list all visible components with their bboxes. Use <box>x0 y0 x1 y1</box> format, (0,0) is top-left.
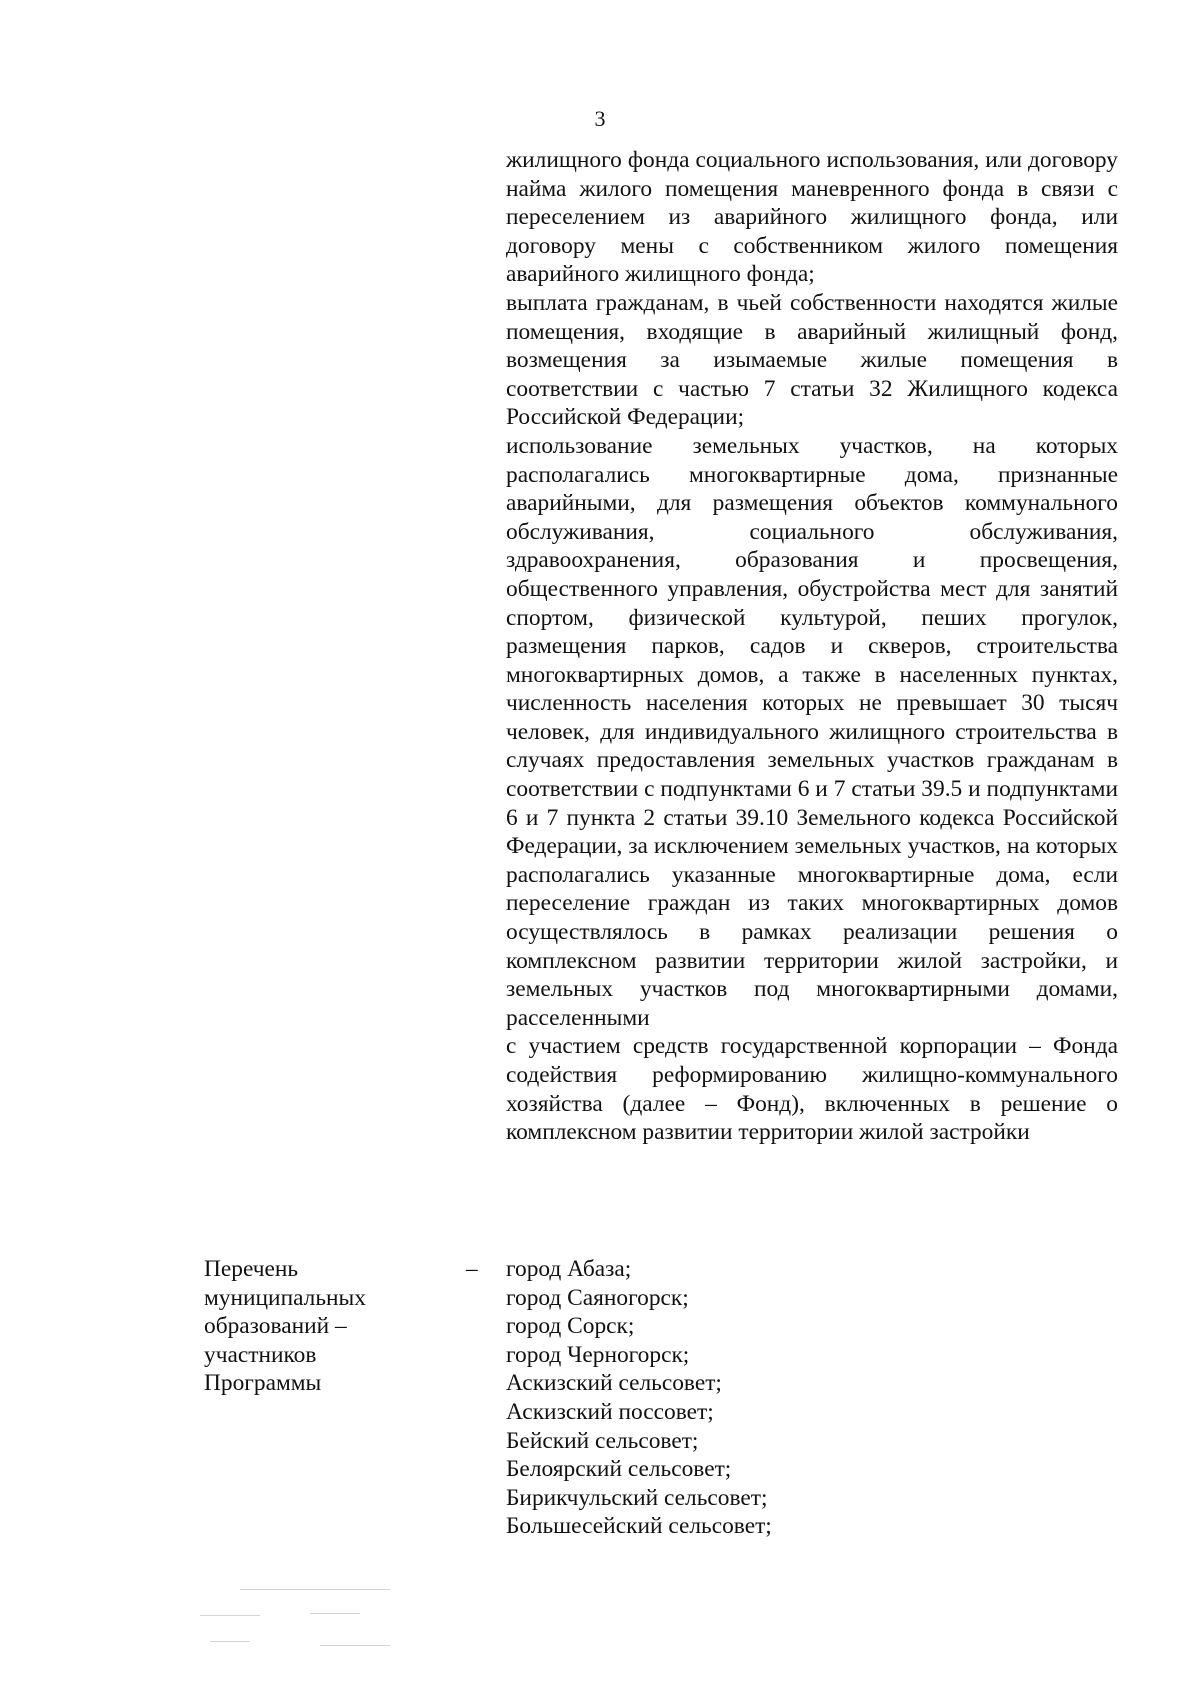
list-item: Бейский сельсовет; <box>506 1427 699 1454</box>
body-text <box>506 146 1118 1147</box>
list-item: город Черногорск; <box>506 1341 690 1368</box>
paragraph-fund-participation: с участием средств государственной корпорации – Фонда содействия реформированию жилищно-коммунального хозяйства (далее – Фонд), включенных в решение о комплексном развитии территории жилой застройки <box>506 1033 1118 1146</box>
list-item: Аскизский поссовет; <box>506 1398 714 1425</box>
list-item: Большесейский сельсовет; <box>506 1513 772 1540</box>
list-item: город Саяногорск; <box>506 1284 689 1311</box>
paragraph-housing-contracts: жилищного фонда социального использования, или договору найма жилого помещения маневренного фонда в связи с переселением из аварийного жилищного фонда, или договору мены с собственником жилого помещения аварийного жилищного фонда; <box>506 147 1118 288</box>
municipality-list <box>506 1255 1118 1541</box>
section-label-municipalities: Перечень муниципальных образований – участников Программы <box>204 1256 366 1397</box>
section-dash: – <box>466 1256 478 1282</box>
list-item: Аскизский сельсовет; <box>506 1370 722 1397</box>
paragraph-land-use: использование земельных участков, на которых располагались многоквартирные дома, признанные аварийными, для размещения объектов коммунального обслуживания, социального обслуживания, здравоохранения, образования и просвещения, общественного управления, обустройства мест для занятий спортом, физической культурой, пеших прогулок, размещения парков, садов и скверов, строительства многоквартирных домов, а также в населенных пунктах, численность населения которых не превышает 30 тысяч человек, для индивидуального жилищного строительства в случаях предоставления земельных участков гражданам в соответствии с подпунктами 6 и 7 статьи 39.5 и подпунктами 6 и 7 пункта 2 статьи 39.10 Земельного кодекса Российской Федерации, за исключением земельных участков, на которых располагались указанные многоквартирные дома, если переселение граждан из таких многоквартирных домов осуществлялось в рамках реализации решения о комплексном развитии территории жилой застройки, и земельных участков под многоквартирными домами, расселенными <box>506 432 1118 1031</box>
list-item: Бирикчульский сельсовет; <box>506 1484 768 1511</box>
list-item: город Абаза; <box>506 1256 632 1282</box>
page-number: 3 <box>594 106 606 131</box>
list-item: Белоярский сельсовет; <box>506 1456 732 1483</box>
scan-artifact <box>200 1585 430 1665</box>
list-item: город Сорск; <box>506 1313 635 1340</box>
paragraph-compensation: выплата гражданам, в чьей собственности находятся жилые помещения, входящие в аварийный жилищный фонд, возмещения за изымаемые жилые помещения в соответствии с частью 7 статьи 32 Жилищного кодекса Российской Федерации; <box>506 289 1118 431</box>
